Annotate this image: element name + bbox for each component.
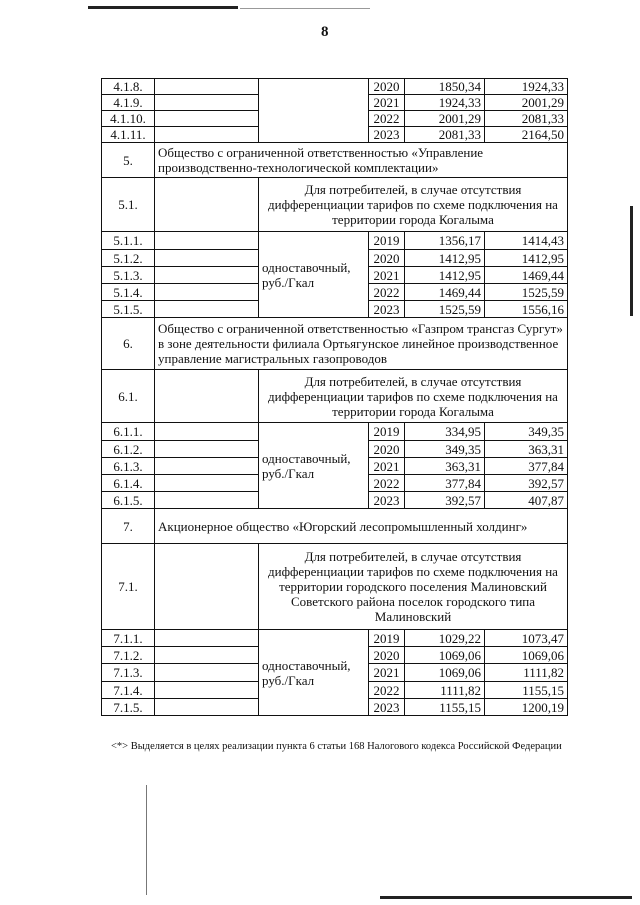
footnote: <*> Выделяется в целях реализации пункта 6 статьи 168 Налогового кодекса Российской Федерации (111, 741, 562, 752)
table-row (102, 630, 568, 647)
subsection-number: 7.1. (102, 544, 155, 630)
row-number: 6.1.2. (102, 441, 155, 458)
row-value-first-half: 1111,82 (405, 682, 485, 699)
row-number: 6.1.1. (102, 423, 155, 441)
row-number: 5.1.2. (102, 250, 155, 267)
consumer-row (102, 370, 568, 423)
row-value-first-half: 1412,95 (405, 250, 485, 267)
row-number: 4.1.8. (102, 79, 155, 95)
row-value-first-half: 1469,44 (405, 284, 485, 301)
empty-cell (155, 111, 259, 127)
row-year: 2020 (369, 647, 405, 664)
row-number: 7.1.5. (102, 699, 155, 716)
row-number: 6.1.3. (102, 458, 155, 475)
empty-cell (155, 267, 259, 284)
row-year: 2023 (369, 301, 405, 318)
rate-type: одноставочный, руб./Гкал (259, 232, 369, 318)
empty-cell (155, 475, 259, 492)
row-value-second-half: 363,31 (485, 441, 568, 458)
row-value-second-half: 1556,16 (485, 301, 568, 318)
row-value-second-half: 349,35 (485, 423, 568, 441)
consumer-description: Для потребителей, в случае отсутствия дифференциации тарифов по схеме подключения на территории городского поселения Малиновский Советского района поселок городского типа Малиновский (259, 544, 568, 630)
empty-cell (155, 441, 259, 458)
row-year: 2023 (369, 492, 405, 509)
row-number: 6.1.5. (102, 492, 155, 509)
row-year: 2021 (369, 267, 405, 284)
consumer-row (102, 178, 568, 232)
subsection-number: 5.1. (102, 178, 155, 232)
empty-cell (155, 664, 259, 682)
row-number: 5.1.1. (102, 232, 155, 250)
table-row (102, 79, 568, 95)
subsection-number: 6.1. (102, 370, 155, 423)
row-value-first-half: 1412,95 (405, 267, 485, 284)
empty-cell (155, 370, 259, 423)
rate-cell-blank (259, 79, 369, 143)
rate-type: одноставочный, руб./Гкал (259, 630, 369, 716)
page-number: 8 (321, 24, 329, 40)
row-value-second-half: 1469,44 (485, 267, 568, 284)
row-value-second-half: 2081,33 (485, 111, 568, 127)
organization-name: Акционерное общество «Югорский лесопромышленный холдинг» (155, 509, 568, 544)
row-value-second-half: 377,84 (485, 458, 568, 475)
organization-name: Общество с ограниченной ответственностью «Газпром трансгаз Сургут» в зоне деятельности филиала Ортьягунское линейное производственное управление магистральных газопроводов (155, 318, 568, 370)
row-number: 4.1.11. (102, 127, 155, 143)
empty-cell (155, 79, 259, 95)
scan-artifact-bottom (380, 896, 632, 899)
row-value-first-half: 334,95 (405, 423, 485, 441)
row-value-second-half: 1924,33 (485, 79, 568, 95)
row-year: 2023 (369, 699, 405, 716)
row-value-first-half: 1924,33 (405, 95, 485, 111)
row-value-second-half: 1069,06 (485, 647, 568, 664)
consumer-row (102, 544, 568, 630)
consumer-description: Для потребителей, в случае отсутствия дифференциации тарифов по схеме подключения на территории города Когалыма (259, 178, 568, 232)
empty-cell (155, 458, 259, 475)
row-value-first-half: 2081,33 (405, 127, 485, 143)
row-number: 5.1.4. (102, 284, 155, 301)
row-value-first-half: 1850,34 (405, 79, 485, 95)
row-year: 2022 (369, 284, 405, 301)
section-number: 6. (102, 318, 155, 370)
rate-type: одноставочный, руб./Гкал (259, 423, 369, 509)
empty-cell (155, 492, 259, 509)
empty-cell (155, 423, 259, 441)
row-value-first-half: 1356,17 (405, 232, 485, 250)
empty-cell (155, 250, 259, 267)
row-value-first-half: 1069,06 (405, 647, 485, 664)
row-value-second-half: 1412,95 (485, 250, 568, 267)
row-number: 6.1.4. (102, 475, 155, 492)
row-year: 2021 (369, 458, 405, 475)
row-value-second-half: 1200,19 (485, 699, 568, 716)
row-value-second-half: 2164,50 (485, 127, 568, 143)
row-value-second-half: 1525,59 (485, 284, 568, 301)
org-row (102, 318, 568, 370)
row-value-second-half: 392,57 (485, 475, 568, 492)
row-value-second-half: 1073,47 (485, 630, 568, 647)
row-value-first-half: 349,35 (405, 441, 485, 458)
row-value-first-half: 1029,22 (405, 630, 485, 647)
row-value-second-half: 1111,82 (485, 664, 568, 682)
row-year: 2022 (369, 682, 405, 699)
table-row (102, 423, 568, 441)
empty-cell (155, 544, 259, 630)
row-year: 2021 (369, 664, 405, 682)
empty-cell (155, 95, 259, 111)
row-number: 5.1.3. (102, 267, 155, 284)
row-value-first-half: 2001,29 (405, 111, 485, 127)
row-number: 5.1.5. (102, 301, 155, 318)
row-value-second-half: 1155,15 (485, 682, 568, 699)
row-number: 7.1.1. (102, 630, 155, 647)
empty-cell (155, 647, 259, 664)
scan-artifact-left (146, 785, 147, 895)
row-number: 7.1.2. (102, 647, 155, 664)
organization-name: Общество с ограниченной ответственностью «Управление производственно-технологической комплектации» (155, 143, 568, 178)
row-value-second-half: 407,87 (485, 492, 568, 509)
consumer-description: Для потребителей, в случае отсутствия дифференциации тарифов по схеме подключения на территории города Когалыма (259, 370, 568, 423)
row-year: 2020 (369, 250, 405, 267)
row-value-first-half: 1069,06 (405, 664, 485, 682)
row-year: 2022 (369, 111, 405, 127)
section-number: 5. (102, 143, 155, 178)
row-number: 7.1.3. (102, 664, 155, 682)
scan-artifact-right (630, 206, 633, 316)
row-value-first-half: 392,57 (405, 492, 485, 509)
row-value-first-half: 1525,59 (405, 301, 485, 318)
row-value-first-half: 1155,15 (405, 699, 485, 716)
row-number: 7.1.4. (102, 682, 155, 699)
tariff-table (101, 78, 568, 716)
empty-cell (155, 178, 259, 232)
section-number: 7. (102, 509, 155, 544)
empty-cell (155, 232, 259, 250)
row-year: 2020 (369, 441, 405, 458)
row-year: 2022 (369, 475, 405, 492)
row-value-second-half: 2001,29 (485, 95, 568, 111)
empty-cell (155, 682, 259, 699)
row-value-second-half: 1414,43 (485, 232, 568, 250)
scan-artifact-top-faint (240, 8, 370, 9)
row-number: 4.1.10. (102, 111, 155, 127)
row-year: 2023 (369, 127, 405, 143)
table-row (102, 232, 568, 250)
row-value-first-half: 363,31 (405, 458, 485, 475)
empty-cell (155, 127, 259, 143)
row-year: 2019 (369, 232, 405, 250)
row-year: 2020 (369, 79, 405, 95)
row-value-first-half: 377,84 (405, 475, 485, 492)
empty-cell (155, 630, 259, 647)
row-year: 2019 (369, 630, 405, 647)
scan-artifact-top (88, 6, 238, 9)
empty-cell (155, 284, 259, 301)
row-year: 2021 (369, 95, 405, 111)
row-year: 2019 (369, 423, 405, 441)
row-number: 4.1.9. (102, 95, 155, 111)
org-row (102, 509, 568, 544)
empty-cell (155, 699, 259, 716)
org-row (102, 143, 568, 178)
empty-cell (155, 301, 259, 318)
